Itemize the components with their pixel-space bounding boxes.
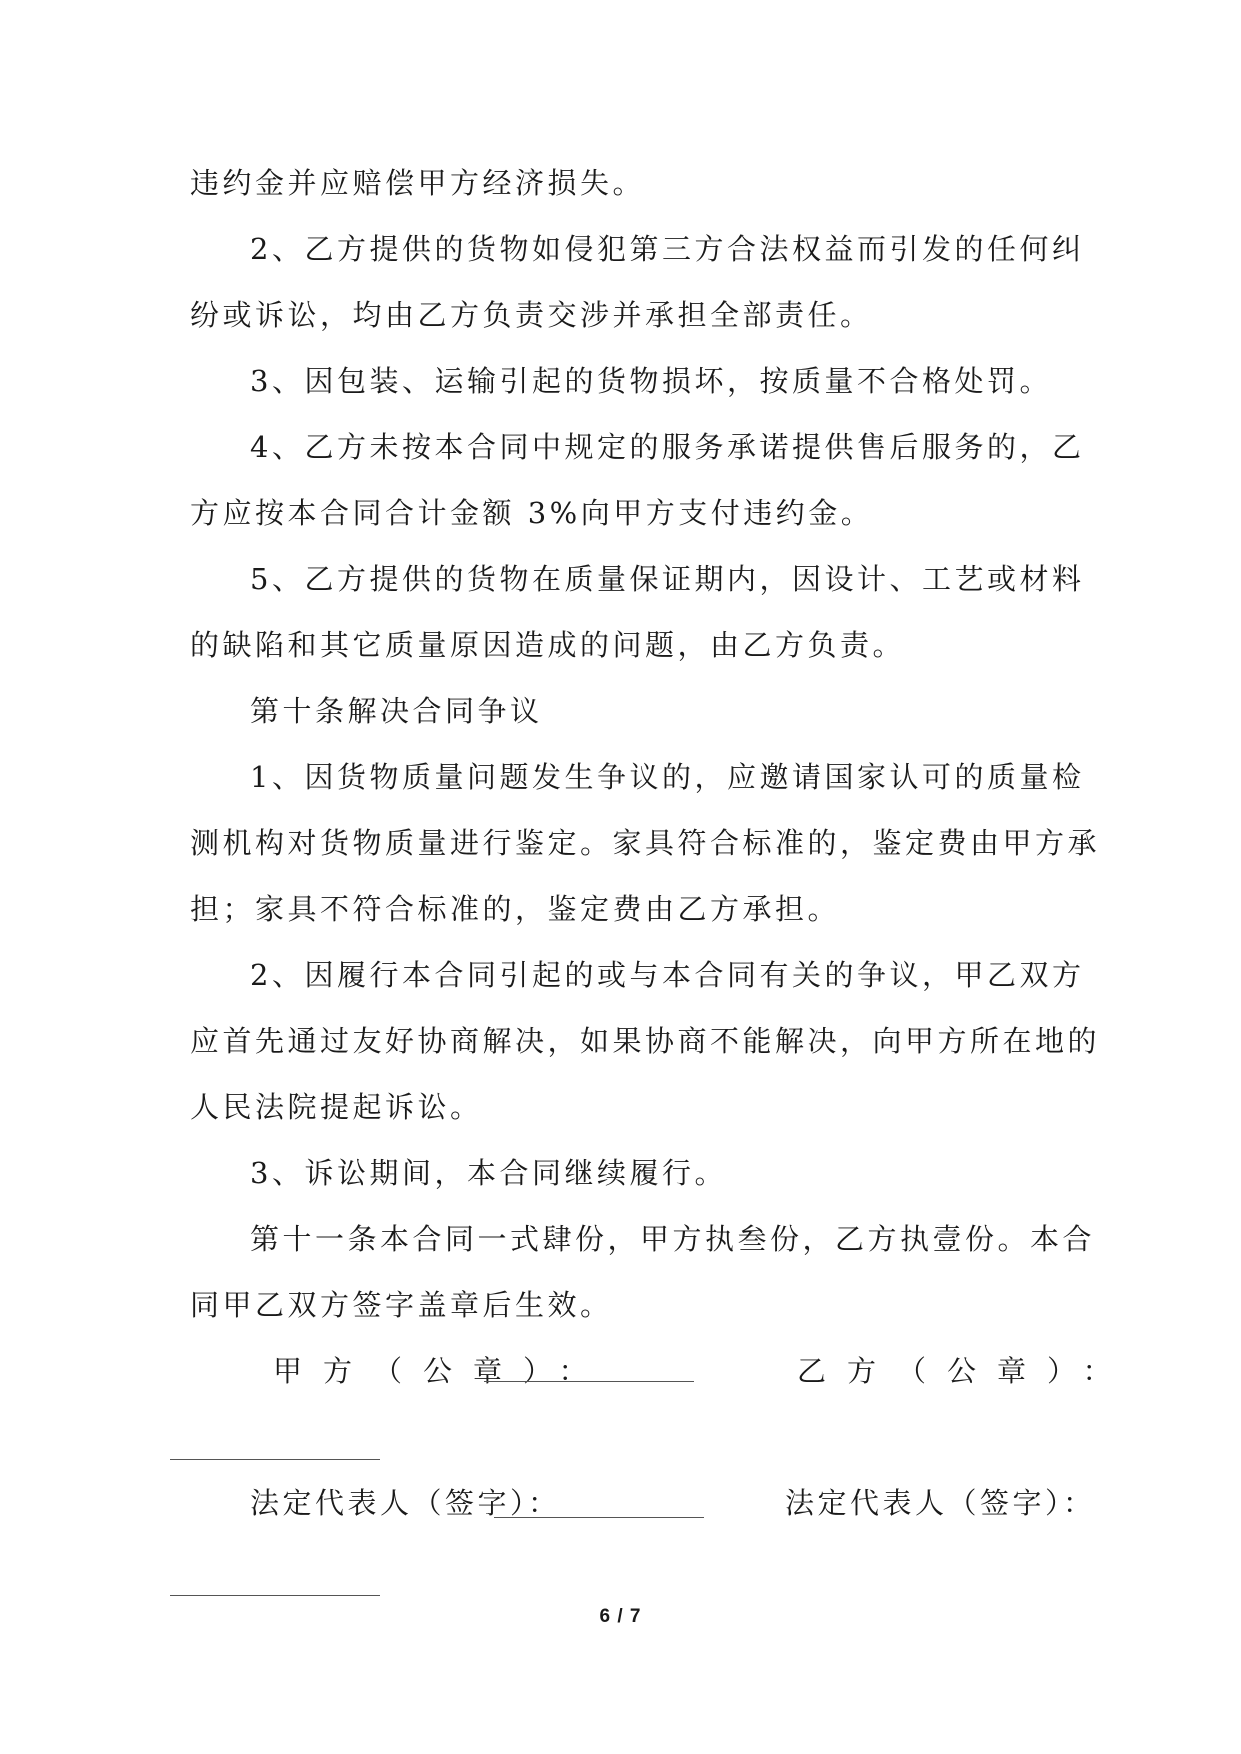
paragraph [190, 744, 1101, 942]
text-line: 测机构对货物质量进行鉴定。家具符合标准的，鉴定费由甲方承 [190, 826, 1101, 860]
text-line: 3、因包装、运输引起的货物损坏，按质量不合格处罚。 [250, 364, 1052, 398]
text-line: 第十一条本合同一式肆份，甲方执叁份，乙方执壹份。本合 [250, 1222, 1096, 1256]
paragraph [190, 1140, 1050, 1206]
party-a-rep-blank [494, 1516, 704, 1518]
text-line: 人民法院提起诉讼。 [190, 1090, 483, 1124]
party-a-rep-label: 法定代表人（签字）： [250, 1486, 561, 1520]
page-number: 6 / 7 [599, 1606, 642, 1627]
paragraph [190, 1206, 1096, 1338]
text-line: 纷或诉讼，均由乙方负责交涉并承担全部责任。 [190, 298, 873, 332]
text-line: 第十条解决合同争议 [250, 694, 543, 728]
party-a-seal-label: 甲方（公章）： [273, 1354, 609, 1388]
party-b-rep-label: 法定代表人（签字）： [785, 1486, 1096, 1520]
text-line: 同甲乙双方签字盖章后生效。 [190, 1288, 613, 1322]
text-line: 5、乙方提供的货物在质量保证期内，因设计、工艺或材料 [250, 562, 1085, 596]
text-line: 1、因货物质量问题发生争议的，应邀请国家认可的质量检 [250, 760, 1085, 794]
seal-continuation-row [190, 1404, 1050, 1470]
text-line: 应首先通过友好协商解决，如果协商不能解决，向甲方所在地的 [190, 1024, 1101, 1058]
text-line: 4、乙方未按本合同中规定的服务承诺提供售后服务的，乙 [250, 430, 1085, 464]
paragraph [190, 414, 1085, 546]
document-body [190, 150, 1133, 1602]
text-line: 2、乙方提供的货物如侵犯第三方合法权益而引发的任何纠 [250, 232, 1085, 266]
party-a-seal-blank [484, 1380, 694, 1382]
party-b-seal-blank [170, 1458, 380, 1460]
representative-row [190, 1470, 1096, 1536]
text-line: 2、因履行本合同引起的或与本合同有关的争议，甲乙双方 [250, 958, 1085, 992]
paragraph [190, 546, 1085, 678]
party-b-rep-blank [170, 1594, 380, 1596]
text-line: 担；家具不符合标准的，鉴定费由乙方承担。 [190, 892, 841, 926]
paragraph [190, 348, 1050, 414]
party-b-seal-label: 乙方（公章）： [797, 1354, 1133, 1388]
paragraph [190, 150, 1050, 216]
rep-continuation-row [190, 1536, 1050, 1602]
seal-row [190, 1338, 1133, 1404]
paragraph-list [190, 150, 1101, 1338]
text-line: 的缺陷和其它质量原因造成的问题，由乙方负责。 [190, 628, 906, 662]
paragraph [190, 216, 1085, 348]
text-line: 3、诉讼期间，本合同继续履行。 [250, 1156, 727, 1190]
text-line: 违约金并应赔偿甲方经济损失。 [190, 166, 646, 200]
paragraph [190, 678, 1050, 744]
paragraph [190, 942, 1101, 1140]
text-line: 方应按本合同合计金额 3%向甲方支付违约金。 [190, 496, 874, 530]
